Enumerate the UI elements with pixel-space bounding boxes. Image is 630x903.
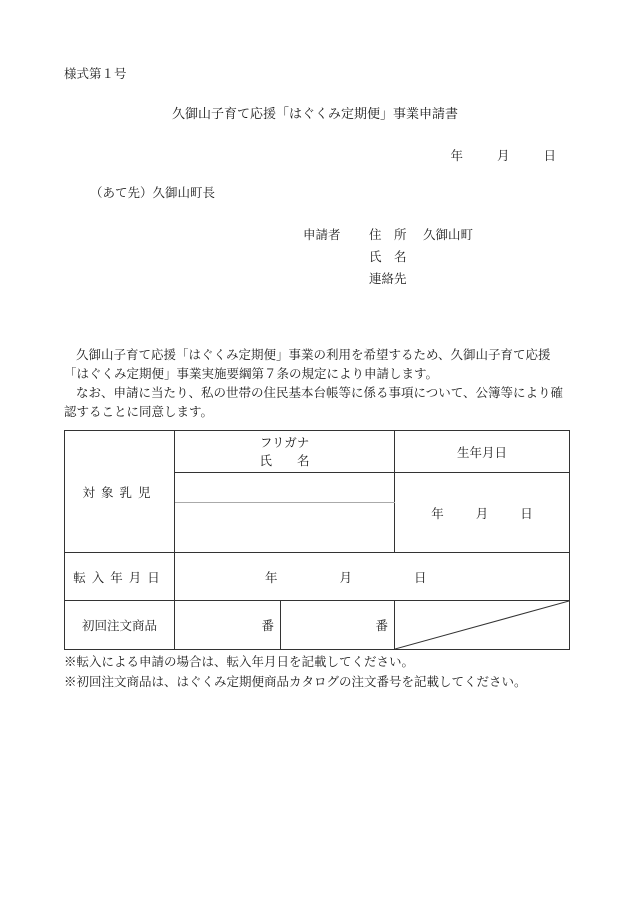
birth-month-label: 月 <box>475 505 489 521</box>
target-infant-label: 対象乳児 <box>65 431 175 553</box>
birth-day-label: 日 <box>520 505 533 521</box>
statement-paragraph-2: なお、申請に当たり、私の世帯の住民基本台帳等に係る事項について、公簿等により確認することに同意します。 <box>64 385 564 419</box>
date-year-label: 年 <box>450 148 463 163</box>
statement-paragraph-1: 久御山子育て応援「はぐくみ定期便」事業の利用を希望するため、久御山子育て応援「はぐくみ定期便」事業実施要綱第７条の規定により申請します。 <box>64 347 551 381</box>
date-day-label: 日 <box>543 148 556 163</box>
application-table <box>64 430 570 650</box>
furigana-input-cell[interactable] <box>175 473 395 503</box>
move-in-date-label: 転入年月日 <box>65 553 175 601</box>
birthdate-cell[interactable] <box>395 473 570 553</box>
applicant-label: 申請者 <box>303 227 341 242</box>
birthdate-header: 生年月日 <box>395 431 570 473</box>
addressee: （あて先）久御山町長 <box>90 185 216 200</box>
applicant-block <box>303 224 473 290</box>
contact-label: 連絡先 <box>369 271 407 286</box>
address-value: 久御山町 <box>423 227 474 242</box>
birth-year-label: 年 <box>431 505 444 521</box>
diagonal-strike-line <box>395 601 569 649</box>
move-in-month-label: 月 <box>339 569 353 585</box>
notes <box>64 652 527 692</box>
first-order-label: 初回注文商品 <box>65 601 175 650</box>
move-in-year-label: 年 <box>265 569 278 585</box>
name-header-label: 氏 名 <box>259 452 310 468</box>
move-in-day-label: 日 <box>414 569 427 585</box>
furigana-name-header <box>175 431 395 473</box>
number-suffix-1: 番 <box>261 618 274 633</box>
application-statement <box>64 345 570 421</box>
order-number-cell-1[interactable] <box>175 601 281 650</box>
form-number: 様式第１号 <box>64 66 127 81</box>
note-1: ※転入による申請の場合は、転入年月日を記載してください。 <box>64 654 415 669</box>
date-month-label: 月 <box>496 148 510 163</box>
date-line <box>450 146 556 164</box>
order-number-cell-2[interactable] <box>281 601 395 650</box>
crossed-out-cell <box>395 601 570 650</box>
furigana-label: フリガナ <box>259 434 310 450</box>
number-suffix-2: 番 <box>375 618 389 633</box>
move-in-date-cell[interactable] <box>175 553 570 601</box>
name-input-cell[interactable] <box>175 503 395 553</box>
document-title: 久御山子育て応援「はぐくみ定期便」事業申請書 <box>171 107 458 122</box>
note-2: ※初回注文商品は、はぐくみ定期便商品カタログの注文番号を記載してください。 <box>64 674 527 689</box>
address-label: 住 所 <box>369 227 407 242</box>
name-label: 氏 名 <box>369 249 407 264</box>
